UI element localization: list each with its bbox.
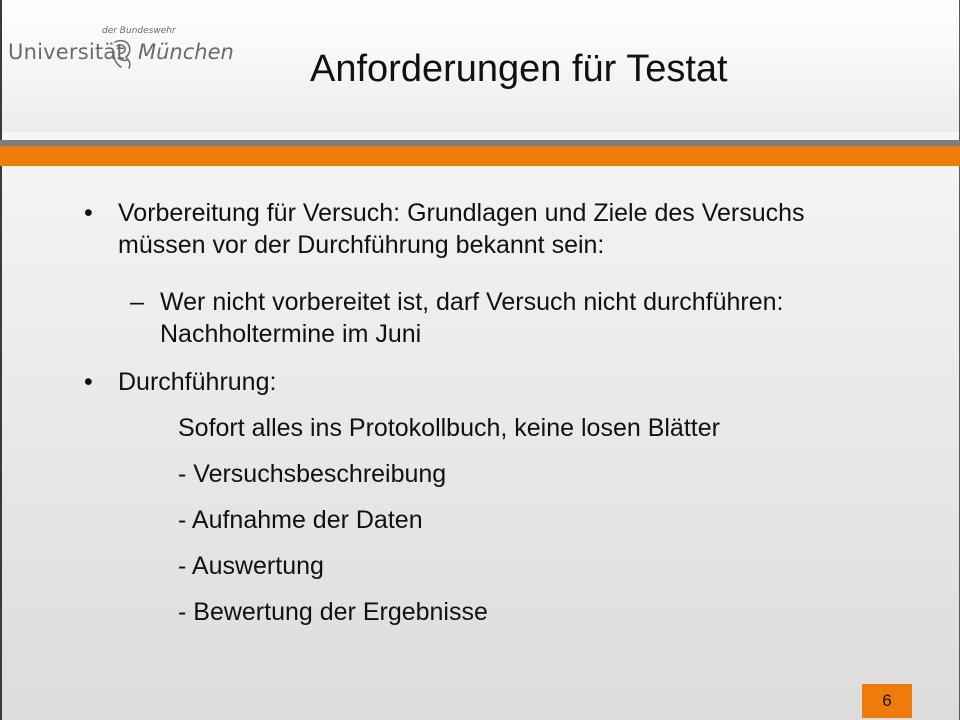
- logo-university-text: Universität: [8, 40, 125, 64]
- bullet-marker: •: [84, 199, 93, 227]
- execution-line: - Aufnahme der Daten: [178, 506, 423, 534]
- logo-emblem-icon: [109, 38, 135, 70]
- bullet-execution: Durchführung:: [118, 368, 277, 396]
- page-number: 6: [862, 684, 912, 718]
- logo-subtitle: der Bundeswehr: [102, 26, 176, 36]
- execution-line: Sofort alles ins Protokollbuch, keine losen Blätter: [178, 414, 720, 442]
- left-border: [0, 0, 2, 720]
- execution-line: - Versuchsbeschreibung: [178, 460, 447, 488]
- bullet-marker: •: [84, 368, 93, 396]
- slide-title: Anforderungen für Testat: [310, 48, 728, 90]
- logo-city-text: München: [138, 40, 234, 64]
- execution-line: - Bewertung der Ergebnisse: [178, 598, 488, 626]
- bullet-preparation: Vorbereitung für Versuch: Grundlagen und Ziele des Versuchs müssen vor der Durchführung bekannt sein:: [118, 199, 805, 259]
- dash-marker: –: [130, 288, 144, 316]
- sub-bullet-not-prepared: Wer nicht vorbereitet ist, darf Versuch nicht durchführen: Nachholtermine im Juni: [160, 288, 784, 348]
- execution-line: - Auswertung: [178, 552, 324, 580]
- university-logo: [8, 26, 234, 78]
- header-orange-band: [0, 146, 960, 166]
